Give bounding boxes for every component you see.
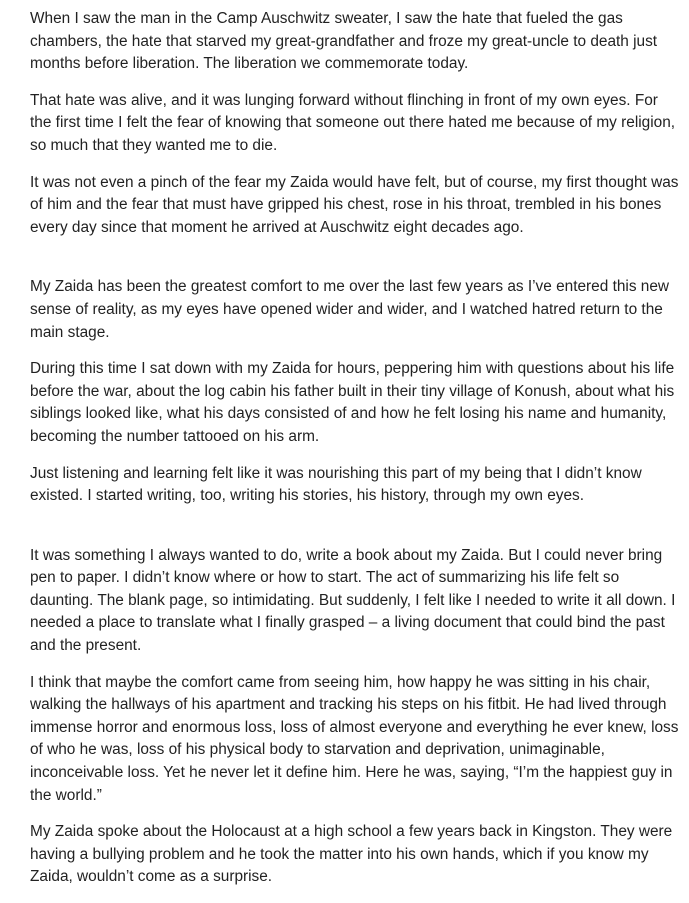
paragraph: My Zaida has been the greatest comfort to me over the last few years as I’ve entered this new sense of reality, as my eyes have opened wider and wider, and I watched hatred return to the main stage. bbox=[30, 278, 670, 341]
article-section-3 bbox=[30, 545, 682, 889]
paragraph: During this time I sat down with my Zaida for hours, peppering him with questions about his life before the war, about the log cabin his father built in their tiny village of Konush, about what his siblings looked like, what his days consisted of and how he felt losing his name and humanity, becoming the number tattooed on his arm. bbox=[30, 360, 675, 445]
paragraph: It was something I always wanted to do, write a book about my Zaida. But I could never bring pen to paper. I didn’t know where or how to start. The act of summarizing his life felt so daunting. The blank page, so intimidating. But suddenly, I felt like I needed to write it all down. I needed a place to translate what I finally grasped – a living document that could bind the past and the present. bbox=[30, 546, 676, 655]
paragraph: My Zaida spoke about the Holocaust at a high school a few years back in Kingston. They were having a bullying problem and he took the matter into his own hands, which if you know my Zaida, wouldn’t come as a surprise. bbox=[30, 823, 673, 886]
article-body bbox=[30, 8, 682, 903]
paragraph: It was not even a pinch of the fear my Zaida would have felt, but of course, my first thought was of him and the fear that must have gripped his chest, rose in his throat, trembled in his bones every day since that moment he arrived at Auschwitz eight decades ago. bbox=[30, 173, 679, 236]
paragraph: That hate was alive, and it was lunging forward without flinching in front of my own eyes. For the first time I felt the fear of knowing that someone out there hated me because of my religion, so much that they wanted me to die. bbox=[30, 91, 676, 154]
article-section-2 bbox=[30, 276, 682, 507]
section-spacer bbox=[30, 522, 682, 545]
paragraph: I think that maybe the comfort came from seeing him, how happy he was sitting in his chair, walking the hallways of his apartment and tracking his steps on his fitbit. He had lived through immense horror and enormous loss, loss of almost everyone and everything he ever knew, loss of who he was, loss of his physical body to starvation and deprivation, unimaginable, inconceivable loss. Yet he never let it define him. Here he was, saying, “I’m the happiest guy in the world.” bbox=[30, 673, 679, 804]
section-spacer bbox=[30, 253, 682, 276]
paragraph: When I saw the man in the Camp Auschwitz sweater, I saw the hate that fueled the gas chambers, the hate that starved my great-grandfather and froze my great-uncle to death just months before liberation. The liberation we commemorate today. bbox=[30, 10, 658, 73]
paragraph: Just listening and learning felt like it was nourishing this part of my being that I didn’t know existed. I started writing, too, writing his stories, his history, through my own eyes. bbox=[30, 464, 642, 505]
article-section-1 bbox=[30, 8, 682, 239]
